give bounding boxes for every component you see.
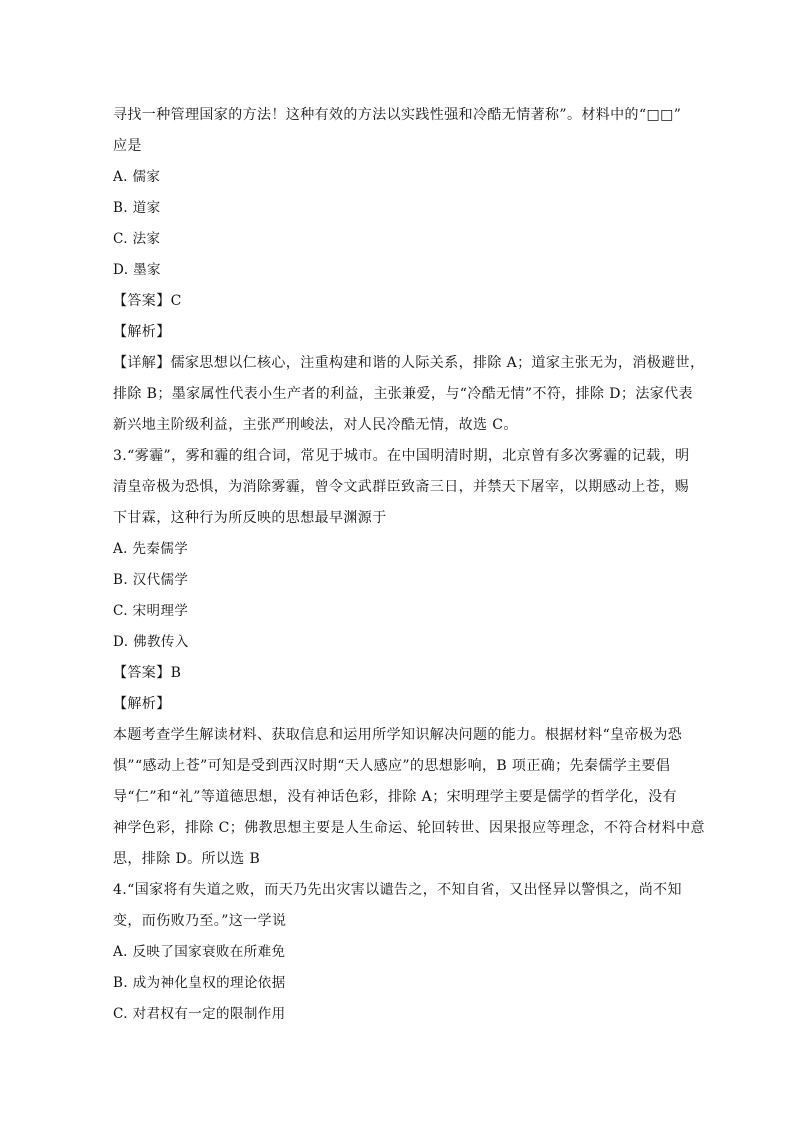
q2-option-b: B. 道家 <box>113 200 161 216</box>
document-content <box>113 100 705 1030</box>
q3-analysis-line: 导“仁”和“礼”等道德思想，没有神话色彩，排除 A；宋明理学主要是儒学的哲学化，没有 <box>113 789 677 805</box>
q3-stem-line: 清皇帝极为恐惧，为消除雾霾，曾令文武群臣致斋三日，并禁天下屠宰，以期感动上苍，赐 <box>113 479 689 495</box>
q2-stem-line: 应是 <box>113 138 142 154</box>
q3-analysis-line: 本题考查学生解读材料、获取信息和运用所学知识解决问题的能力。根据材料“皇帝极为恐 <box>113 727 683 743</box>
q2-detail-line: 排除 B；墨家属性代表小生产者的利益，主张兼爱，与“冷酷无情”不符，排除 D；法家代表 <box>113 386 693 402</box>
q3-option-d: D. 佛教传入 <box>113 634 189 650</box>
q2-option-c: C. 法家 <box>113 231 161 247</box>
q4-option-c: C. 对君权有一定的限制作用 <box>113 1006 286 1022</box>
q2-option-d: D. 墨家 <box>113 262 161 278</box>
q4-stem-line: 4.“国家将有失道之败，而天乃先出灾害以谴告之，不知自省，又出怪异以警惧之，尚不知 <box>113 882 682 898</box>
q2-answer: 【答案】C <box>113 293 182 309</box>
q3-stem-line: 下甘霖，这种行为所反映的思想最早渊源于 <box>113 510 387 526</box>
q3-analysis-line: 神学色彩，排除 C；佛教思想主要是人生命运、轮回转世、因果报应等理念，不符合材料中意 <box>113 820 705 836</box>
q3-stem-line: 3.“雾霾”，雾和霾的组合词，常见于城市。在中国明清时期，北京曾有多次雾霾的记载，明 <box>113 448 690 464</box>
q4-option-a: A. 反映了国家衰败在所难免 <box>113 944 286 960</box>
q3-option-a: A. 先秦儒学 <box>113 541 189 557</box>
q3-analysis-line: 思，排除 D。所以选 B <box>113 851 261 867</box>
q4-stem-line: 变，而伤败乃至。”这一学说 <box>113 913 287 929</box>
q2-detail-line: 【详解】儒家思想以仁核心，注重构建和谐的人际关系，排除 A；道家主张无为，消极避世， <box>113 355 705 371</box>
q4-option-b: B. 成为神化皇权的理论依据 <box>113 975 286 991</box>
q3-analysis-line: 惧”“感动上苍”可知是受到西汉时期“天人感应”的思想影响，B 项正确；先秦儒学主要倡 <box>113 758 671 774</box>
q3-option-b: B. 汉代儒学 <box>113 572 189 588</box>
q2-option-a: A. 儒家 <box>113 169 161 185</box>
q2-analysis-label: 【解析】 <box>113 324 171 340</box>
q2-stem-line: 寻找一种管理国家的方法！这种有效的方法以实践性强和冷酷无情著称”。材料中的“□□” <box>113 107 682 123</box>
q2-detail-line: 新兴地主阶级利益，主张严刑峻法，对人民冷酷无情，故选 C。 <box>113 417 518 433</box>
q3-answer: 【答案】B <box>113 665 182 681</box>
q3-analysis-label: 【解析】 <box>113 696 171 712</box>
q3-option-c: C. 宋明理学 <box>113 603 189 619</box>
